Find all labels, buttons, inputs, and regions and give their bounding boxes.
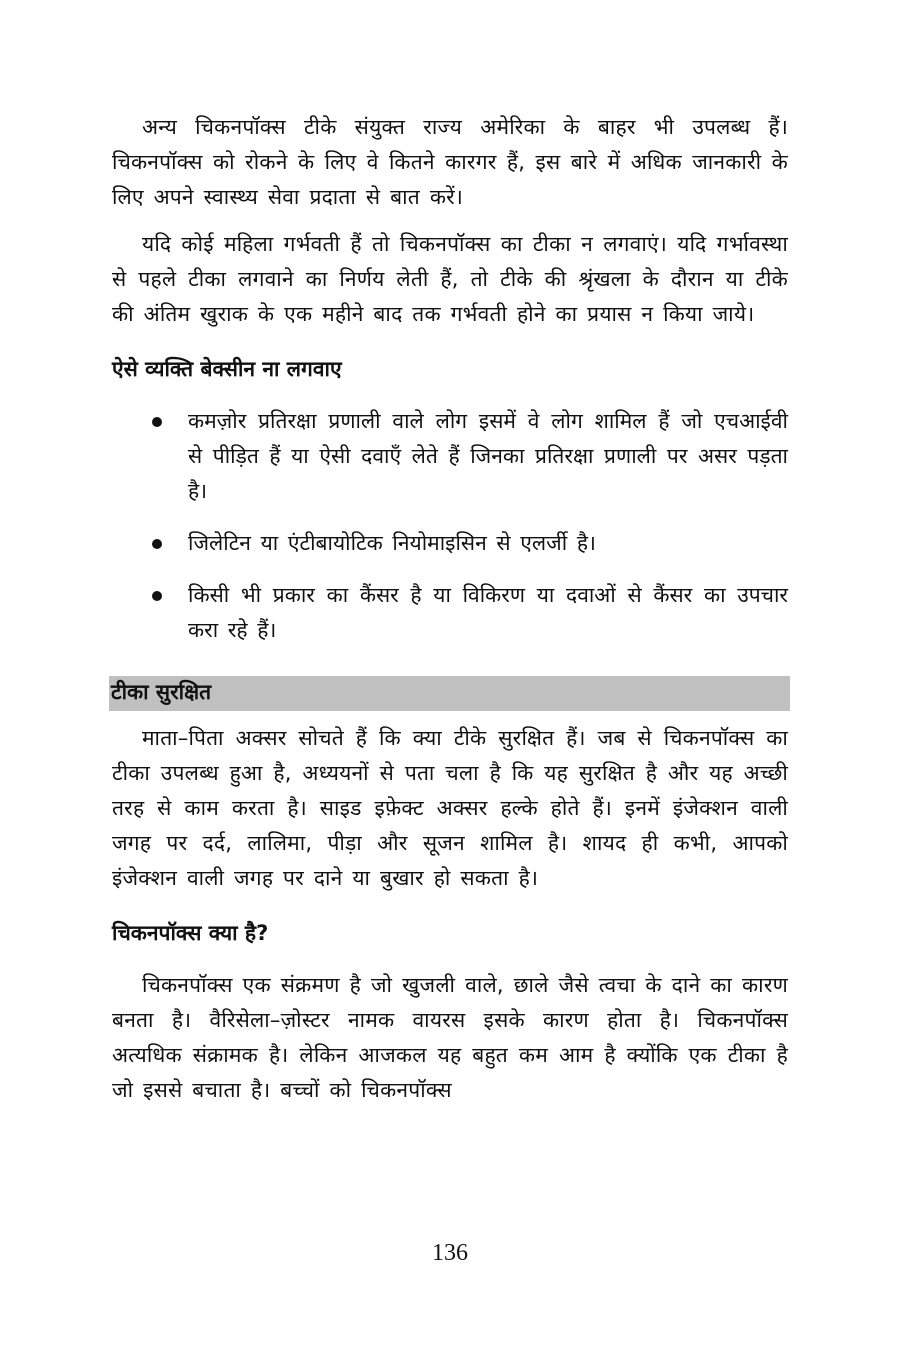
bullet-icon [152,539,162,549]
document-page [112,110,788,1120]
paragraph-vaccine-safety: माता–पिता अक्सर सोचते हैं कि क्या टीके सुरक्षित हैं। जब से चिकनपॉक्स का टीका उपलब्ध हुआ है, अध्ययनों से पता चला है कि यह सुरक्षित है और यह अच्छी तरह से काम करता है। साइड इफ़ेक्ट अक्सर हल्के होते हैं। इनमें इंजेक्शन वाली जगह पर दर्द, लालिमा, पीड़ा और सूजन शामिल है। शायद ही कभी, आपको इंजेक्शन वाली जगह पर दाने या बुखार हो सकता है। [112,726,788,890]
list-item-text: कमज़ोर प्रतिरक्षा प्रणाली वाले लोग इसमें वे लोग शामिल हैं जो एचआईवी से पीड़ित हैं या ऐसी दवाएँ लेते हैं जिनका प्रतिरक्षा प्रणाली पर असर पड़ता है। [188,409,788,503]
contraindications-list [112,404,788,648]
list-item [112,404,788,509]
list-item [112,526,788,561]
section-header-vaccine-safe: टीका सुरक्षित [109,676,790,711]
bullet-icon [152,591,162,601]
list-item-text: जिलेटिन या एंटीबायोटिक नियोमाइसिन से एलर्जी है। [188,531,596,555]
heading-who-should-not-vaccinate: ऐसे व्यक्ति बेक्सीन ना लगवाए [112,357,342,381]
page-number: 136 [432,1240,468,1266]
paragraph-chickenpox-definition: चिकनपॉक्स एक संक्रमण है जो खुजली वाले, छाले जैसे त्वचा के दाने का कारण बनता है। वैरिसेला–ज़ोस्टर नामक वायरस इसके कारण होता है। चिकनपॉक्स अत्यधिक संक्रामक है। लेकिन आजकल यह बहुत कम आम है क्योंकि एक टीका है जो इससे बचाता है। बच्चों को चिकनपॉक्स [112,973,788,1102]
paragraph-other-vaccines: अन्य चिकनपॉक्स टीके संयुक्त राज्य अमेरिका के बाहर भी उपलब्ध हैं। चिकनपॉक्स को रोकने के लिए वे कितने कारगर हैं, इस बारे में अधिक जानकारी के लिए अपने स्वास्थ्य सेवा प्रदाता से बात करें। [112,115,788,209]
list-item [112,578,788,648]
heading-what-is-chickenpox: चिकनपॉक्स क्या है? [112,921,269,945]
list-item-text: किसी भी प्रकार का कैंसर है या विकिरण या दवाओं से कैंसर का उपचार करा रहे हैं। [188,583,788,642]
paragraph-pregnancy: यदि कोई महिला गर्भवती हैं तो चिकनपॉक्स का टीका न लगवाएं। यदि गर्भावस्था से पहले टीका लगवाने का निर्णय लेती हैं, तो टीके की श्रृंखला के दौरान या टीके की अंतिम खुराक के एक महीने बाद तक गर्भवती होने का प्रयास न किया जाये। [112,232,788,326]
bullet-icon [152,417,162,427]
